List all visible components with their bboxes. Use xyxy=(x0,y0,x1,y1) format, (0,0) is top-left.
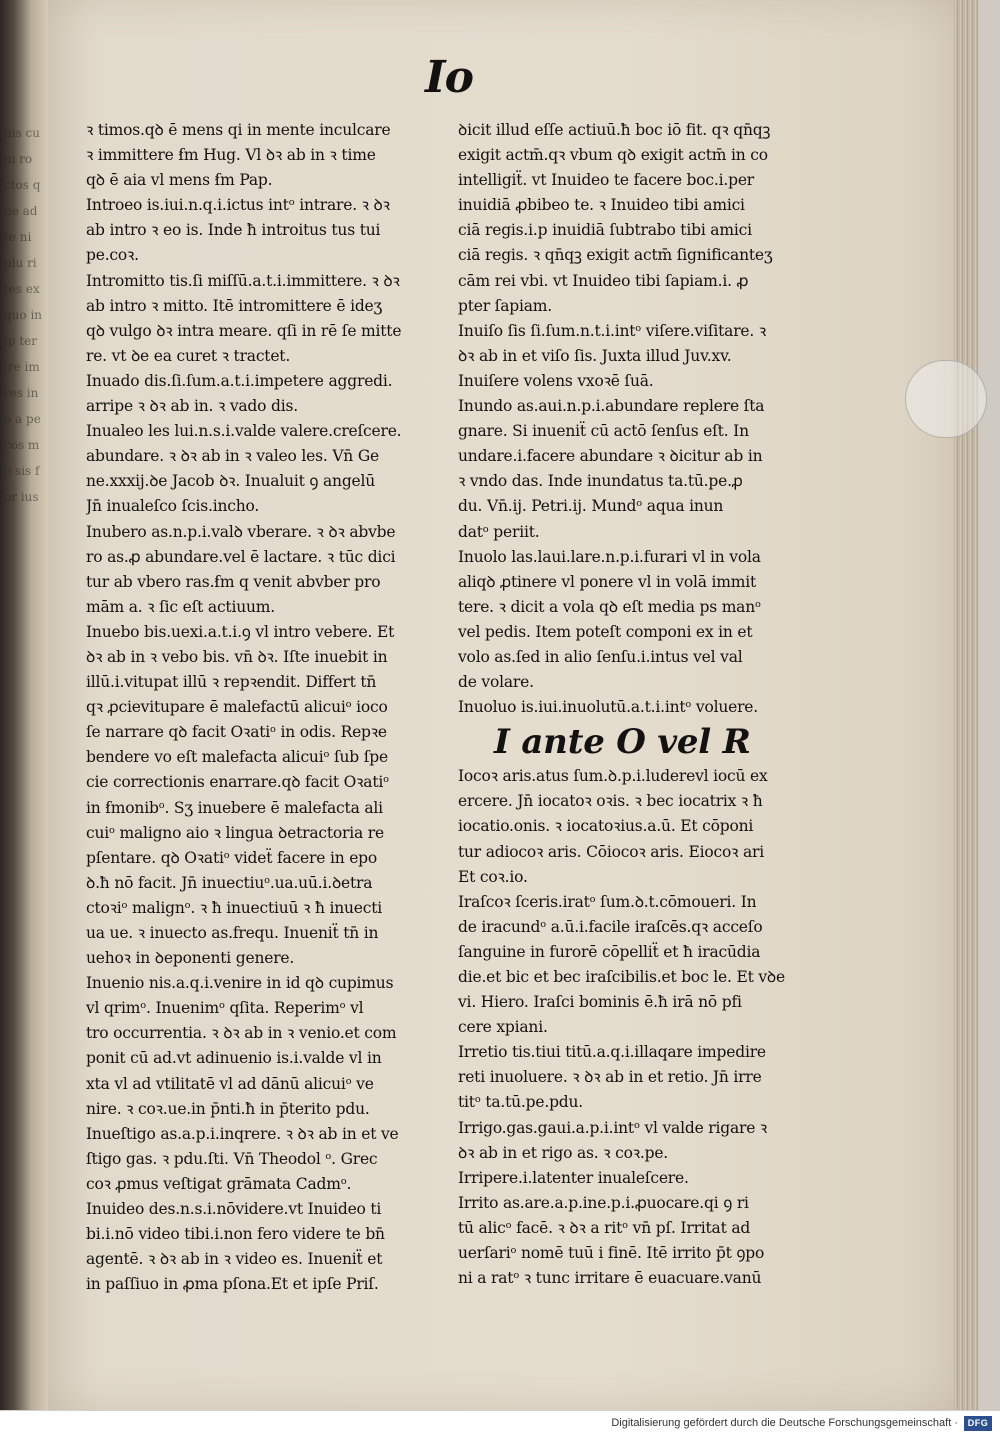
text-line: illū.i.vitupat illū ꝛ repꝛendit. Differt tn̄ xyxy=(86,673,377,692)
text-line: ꝛ vndo das. Inde inundatus ta.tū.pe.ꝓ xyxy=(458,472,743,491)
section-heading: I ante O vel R xyxy=(494,722,751,763)
text-line: Inuiſo ſis ſi.ſum.n.t.i.intᵒ viſere.viſitare. ꝛ xyxy=(458,321,766,340)
text-line: Inuideo des.n.s.i.nōvidere.vt Inuideo ti xyxy=(86,1200,382,1219)
footer-bar xyxy=(0,1410,1000,1436)
text-line: du. Vn̄.ij. Petri.ij. Mundᵒ aqua inun xyxy=(458,497,724,516)
text-line: iocatio.onis. ꝛ iocatoꝛius.a.ū. Et cōponi xyxy=(458,817,754,836)
text-line: ni a ratᵒ ꝛ tunc irritare ē euacuare.vanū xyxy=(458,1269,762,1288)
text-line: Irrigo.gas.gaui.a.p.i.intᵒ vl valde rigare ꝛ xyxy=(458,1118,768,1137)
text-line: Irripere.i.latenter inualeſcere. xyxy=(458,1168,689,1187)
text-line: vl qrimᵒ. Inuenimᵒ qſita. Reperimᵒ vl xyxy=(86,999,364,1018)
text-line: re. vt ꝺe ea curet ꝛ tractet. xyxy=(86,346,291,365)
text-line: qꝺ ē aia vl mens ẜm Pap. xyxy=(86,171,273,190)
text-line: Intromitto tis.ſi miſſū.a.t.i.immittere. ꝛ ꝺꝛ xyxy=(86,271,400,290)
text-line: Et coꝛ.io. xyxy=(458,867,528,886)
text-line: reti inuoluere. ꝛ ꝺꝛ ab in et retio. Jn̄ irre xyxy=(458,1068,762,1087)
text-line: de volare. xyxy=(458,673,534,692)
text-line: tere. ꝛ dicit a vola qꝺ eſt media ps manᵒ xyxy=(458,597,761,616)
text-line: ercere. Jn̄ iocatoꝛ oꝛis. ꝛ bec iocatrix ꝛ ħ xyxy=(458,792,763,811)
text-line: arripe ꝛ ꝺꝛ ab in. ꝛ vado dis. xyxy=(86,397,298,416)
text-line: Inundo as.aui.n.p.i.abundare replere ſta xyxy=(458,397,765,416)
text-line: Inueſtigo as.a.p.i.inqrere. ꝛ ꝺꝛ ab in et ve xyxy=(86,1124,399,1143)
text-line: Inuolo las.laui.lare.n.p.i.furari vl in vola xyxy=(458,547,761,566)
text-line: datᵒ periit. xyxy=(458,522,540,541)
text-line: Inuebo bis.uexi.a.t.i.ꝯ vl intro vebere. Et xyxy=(86,622,395,641)
right-column-entries-bottom xyxy=(458,764,823,1291)
text-line: ſtigo gas. ꝛ pdu.ſti. Vn̄ Theodol ᵒ. Grec xyxy=(86,1149,378,1168)
text-line: ne.xxxij.ꝺe Jacob ꝺꝛ. Inualuit ꝯ angelū xyxy=(86,472,376,491)
text-line: undare.i.facere abundare ꝛ ꝺicitur ab in xyxy=(458,447,763,466)
text-line: gnare. Si inueniẗ cū actō ſenſus eſt. In xyxy=(458,422,749,441)
text-line: Inuoluo is.iui.inuolutū.a.t.i.intᵒ voluere. xyxy=(458,698,758,717)
text-line: Inuiſere volens vxoꝛē ſuā. xyxy=(458,371,654,390)
text-line: ſanguine in furorē cōpelliẗ et ħ iracūdia xyxy=(458,942,761,961)
text-line: de iracundᵒ a.ū.i.facile iraſcēs.qꝛ acceſo xyxy=(458,917,763,936)
text-line: Inuenio nis.a.q.i.venire in id qꝺ cupimus xyxy=(86,974,394,993)
text-line: Iraſcoꝛ ſceris.iratᵒ ſum.ꝺ.t.cōmoueri. In xyxy=(458,892,757,911)
text-line: exigit actm̄.qꝛ vbum qꝺ exigit actm̄ in co xyxy=(458,146,768,165)
right-text-column xyxy=(458,118,823,1291)
text-line: ua ue. ꝛ inuecto as.frequ. Inueniẗ tn̄ in xyxy=(86,924,379,942)
text-line: Irrito as.are.a.p.ine.p.i.ꝓuocare.qi ꝯ ri xyxy=(458,1193,749,1212)
text-line: ꝛ timos.qꝺ ē mens qi in mente inculcare xyxy=(86,121,391,139)
text-line: mām a. ꝛ ſic eſt actiuum. xyxy=(86,597,275,616)
facing-page-text: nis cum ro ctos que ad te ni plu ri tes ex quo in ip ter ire im res ino a pe cos mo sis for ius xyxy=(4,126,42,504)
text-line: volo as.ſed in alio ſenſu.i.intus vel val xyxy=(458,647,743,666)
text-line: ꝺicit illud eſſe actiuū.ħ boc iō fit. qꝛ qn̄qꝫ xyxy=(458,121,771,139)
text-line: cām rei vbi. vt Inuideo tibi ſapiam.i. ꝓ xyxy=(458,271,749,290)
facing-page-edge xyxy=(0,0,50,1410)
text-line: tro occurrentia. ꝛ ꝺꝛ ab in ꝛ venio.et com xyxy=(86,1024,397,1043)
text-line: Iocoꝛ aris.atus ſum.ꝺ.p.i.luderevl iocū ex xyxy=(458,767,768,786)
text-line: in ẜmonibᵒ. Sʒ inuebere ē malefacta ali xyxy=(86,798,383,817)
text-line: ciā regis.i.p inuidiā ſubtrabo tibi amici xyxy=(458,221,752,240)
text-line: ꝺꝛ ab in et rigo as. ꝛ coꝛ.pe. xyxy=(458,1143,669,1162)
text-line: intelligiẗ. vt Inuideo te facere boc.i.per xyxy=(458,171,755,190)
text-line: tur adiocoꝛ aris. Cōiocoꝛ aris. Eiocoꝛ ari xyxy=(458,842,764,861)
text-line: ciā regis. ꝛ qn̄qꝫ exigit actm̄ ſignificanteʒ xyxy=(458,246,773,265)
text-line: uehoꝛ in ꝺeponenti genere. xyxy=(86,949,295,968)
text-line: qꝛ ꝓcievitupare ē malefactū alicuiᵒ ioco xyxy=(86,698,388,717)
left-text-column xyxy=(86,118,458,1297)
bookmark-tab xyxy=(905,360,987,438)
text-line: cere xpiani. xyxy=(458,1018,548,1037)
dfg-logo: DFG xyxy=(964,1416,992,1431)
text-line: titᵒ ta.tū.pe.pdu. xyxy=(458,1093,584,1112)
text-line: tur ab vbero ras.ẜm q venit abvber pro xyxy=(86,572,381,591)
text-line: ab intro ꝛ mitto. Itē intromittere ē ideʒ xyxy=(86,296,383,315)
text-line: ſe narrare qꝺ facit Oꝛatiᵒ in odis. Repꝛe xyxy=(86,723,387,742)
text-line: qꝺ vulgo ꝺꝛ intra meare. qſi in rē ſe mitte xyxy=(86,321,402,340)
text-line: nire. ꝛ coꝛ.ue.in p̄nti.ħ in p̄terito pdu. xyxy=(86,1099,370,1118)
text-line: uerſariᵒ nomē tuū i finē. Itē irrito p̄t ꝯpo xyxy=(458,1244,765,1263)
page-fore-edge xyxy=(954,0,978,1410)
text-line: in paſſiuo in ꝓma pſona.Et et ipſe Priſ. xyxy=(86,1275,379,1294)
text-line: agentē. ꝛ ꝺꝛ ab in ꝛ video es. Inueniẗ et xyxy=(86,1250,383,1269)
text-line: Irretio tis.tiui titū.a.q.i.illaqare impedire xyxy=(458,1043,766,1062)
text-line: pſentare. qꝺ Oꝛatiᵒ videẗ facere in epo xyxy=(86,848,378,867)
text-line: bi.i.nō video tibi.i.non fero videre te bn̄ xyxy=(86,1225,385,1244)
text-line: Jn̄ inualeſco ſcis.incho. xyxy=(86,497,260,516)
text-line: vi. Hiero. Iraſci bominis ē.ħ irā nō pfi xyxy=(458,993,742,1012)
text-line: ctoꝛiᵒ malignᵒ. ꝛ ħ inuectiuū ꝛ ħ inuecti xyxy=(86,898,383,917)
text-line: Introeo is.iui.n.q.i.ictus intᵒ intrare. ꝛ ꝺꝛ xyxy=(86,196,390,215)
text-line: Inualeo les lui.n.s.i.valde valere.creſcere. xyxy=(86,422,402,441)
text-line: vel pedis. Item poteſt componi ex in et xyxy=(458,622,753,641)
text-line: cuiᵒ maligno aio ꝛ lingua ꝺetractoria re xyxy=(86,823,384,842)
text-line: ꝺ.ħ nō facit. Jn̄ inuectiuᵒ.ua.uū.i.ꝺetra xyxy=(86,873,373,892)
text-line: ro as.ꝓ abundare.vel ē lactare. ꝛ tūc dici xyxy=(86,547,396,566)
text-line: aliqꝺ ꝓtinere vl ponere vl in volā immit xyxy=(458,572,757,591)
text-line: pe.coꝛ. xyxy=(86,246,139,265)
text-line: bendere vo eſt malefacta alicuiᵒ ſub ſpe xyxy=(86,748,388,767)
text-line: pter ſapiam. xyxy=(458,296,552,315)
text-line: inuidiā ꝓbibeo te. ꝛ Inuideo tibi amici xyxy=(458,196,745,215)
text-line: abundare. ꝛ ꝺꝛ ab in ꝛ valeo les. Vn̄ Ge xyxy=(86,447,379,466)
text-line: ꝛ immittere ẜm Hug. Vl ꝺꝛ ab in ꝛ time xyxy=(86,146,376,165)
text-line: Inubero as.n.p.i.valꝺ vberare. ꝛ ꝺꝛ abvbe xyxy=(86,522,396,541)
right-column-entries-top xyxy=(458,118,823,720)
text-line: cie correctionis enarrare.qꝺ facit Oꝛatiᵒ xyxy=(86,773,389,792)
text-line: Inuado dis.ſi.ſum.a.t.i.impetere aggredi. xyxy=(86,371,393,390)
text-line: ponit cū ad.vt adinuenio is.i.valde vl in xyxy=(86,1049,382,1068)
text-line: ꝺꝛ ab in et viſo ſis. Juxta illud Juv.xv. xyxy=(458,346,732,365)
text-line: tū alicᵒ facē. ꝛ ꝺꝛ a ritᵒ vn̄ pſ. Irritat ad xyxy=(458,1218,751,1237)
footer-credit: Digitalisierung gefördert durch die Deutsche Forschungsgemeinschaft · xyxy=(611,1417,958,1429)
page-headword: Io xyxy=(425,52,473,103)
text-line: coꝛ ꝓmus veſtigat grāmata Cadmᵒ. xyxy=(86,1174,352,1193)
text-line: xta vl ad vtilitatē vl ad dānū alicuiᵒ ve xyxy=(86,1074,374,1093)
text-line: die.et bic et bec iraſcibilis.et boc le. Et vꝺe xyxy=(458,968,785,986)
text-line: ꝺꝛ ab in ꝛ vebo bis. vn̄ ꝺꝛ. Iſte inuebit in xyxy=(86,647,388,666)
text-line: ab intro ꝛ eo is. Inde ħ introitus tus tui xyxy=(86,221,381,240)
